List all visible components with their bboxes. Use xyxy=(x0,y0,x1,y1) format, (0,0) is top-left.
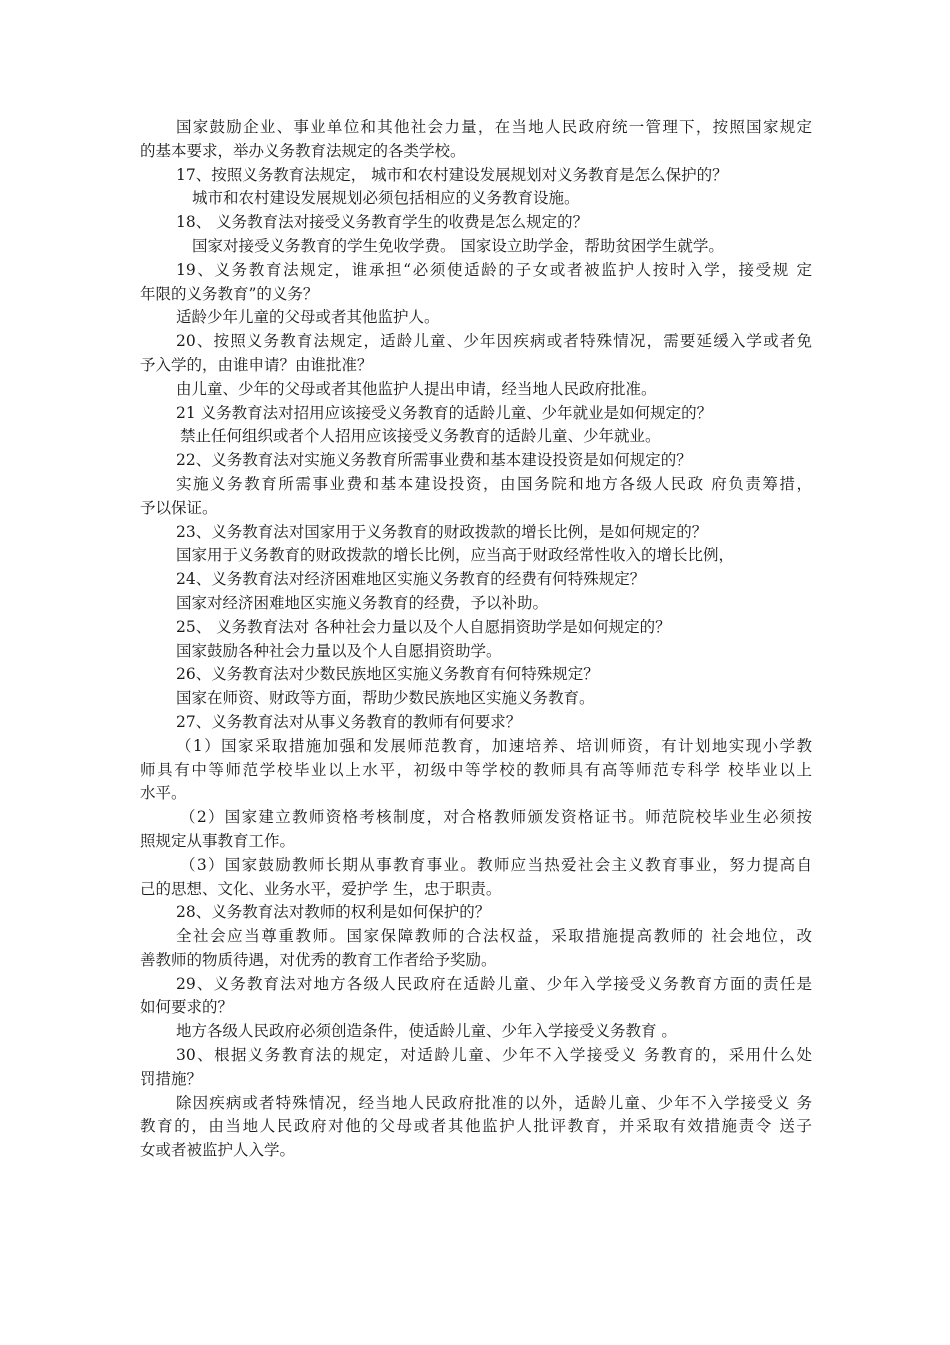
answer-line: 国家用于义务教育的财政拨款的增长比例，应当高于财政经常性收入的增长比例， xyxy=(176,546,735,565)
text-line: 国家鼓励企业、事业单位和其他社会力量，在当地人民政府统一管理下，按照国家规定 xyxy=(176,118,812,136)
answer-line: 国家对接受义务教育的学生免收学费。 国家设立助学金，帮助贫困学生就学。 xyxy=(192,236,724,255)
answer-line: 己的思想、文化、业务水平，爱护学 生，忠于职责。 xyxy=(140,879,502,898)
question-line: 予入学的，由谁申请？由谁批准？ xyxy=(140,355,373,374)
answer-line: 国家对经济困难地区实施义务教育的经费，予以补助。 xyxy=(176,593,549,612)
answer-line: 女或者被监护人入学。 xyxy=(140,1141,296,1160)
question-line: 年限的义务教育”的义务？ xyxy=(140,284,319,303)
answer-line: （1）国家采取措施加强和发展师范教育，加速培养、培训师资，有计划地实现小学教 xyxy=(176,736,812,755)
answer-line: 适龄少年儿童的父母或者其他监护人。 xyxy=(176,308,440,327)
answer-line: 城市和农村建设发展规划必须包括相应的义务教育设施。 xyxy=(192,189,580,208)
text-line: 的基本要求，举办义务教育法规定的各类学校。 xyxy=(140,141,466,160)
answer-line: 师具有中等师范学校毕业以上水平，初级中等学校的教师具有高等师范专科学 校毕业以上 xyxy=(140,760,812,779)
question-line: 24、义务教育法对经济困难地区实施义务教育的经费有何特殊规定？ xyxy=(176,570,646,589)
question-line: 29、义务教育法对地方各级人民政府在适龄儿童、少年入学接受义务教育方面的责任是 xyxy=(176,974,812,993)
question-line: 18、 义务教育法对接受义务教育学生的收费是怎么规定的？ xyxy=(176,213,589,232)
question-line: 21 义务教育法对招用应该接受义务教育的适龄儿童、少年就业是如何规定的？ xyxy=(176,403,713,422)
answer-line: 水平。 xyxy=(140,784,187,803)
question-line: 27、义务教育法对从事义务教育的教师有何要求？ xyxy=(176,712,522,731)
answer-line: 禁止任何组织或者个人招用应该接受义务教育的适龄儿童、少年就业。 xyxy=(180,427,661,446)
document-body xyxy=(140,116,812,1163)
answer-line: 实施义务教育所需事业费和基本建设投资，由国务院和地方各级人民政 府负责筹措， xyxy=(176,474,812,493)
answer-line: 照规定从事教育工作。 xyxy=(140,831,296,850)
question-line: 25、 义务教育法对 各种社会力量以及个人自愿捐资助学是如何规定的？ xyxy=(176,617,671,636)
answer-line: 除因疾病或者特殊情况，经当地人民政府批准的以外，适龄儿童、少年不入学接受义 务 xyxy=(176,1093,812,1112)
answer-line: 全社会应当尊重教师。国家保障教师的合法权益，采取措施提高教师的 社会地位，改 xyxy=(176,927,812,946)
question-line: 30、根据义务教育法的规定，对适龄儿童、少年不入学接受义 务教育的，采用什么处 xyxy=(176,1046,812,1065)
answer-line: （2）国家建立教师资格考核制度，对合格教师颁发资格证书。师范院校毕业生必须按 xyxy=(180,808,812,827)
answer-line: 善教师的物质待遇，对优秀的教育工作者给予奖励。 xyxy=(140,950,497,969)
answer-line: （3）国家鼓励教师长期从事教育事业。教师应当热爱社会主义教育事业，努力提高自 xyxy=(180,855,812,874)
question-line: 17、按照义务教育法规定， 城市和农村建设发展规划对义务教育是怎么保护的？ xyxy=(176,165,728,184)
answer-line: 国家在师资、财政等方面，帮助少数民族地区实施义务教育。 xyxy=(176,689,595,708)
answer-line: 予以保证。 xyxy=(140,498,218,517)
question-line: 20、按照义务教育法规定，适龄儿童、少年因疾病或者特殊情况，需要延缓入学或者免 xyxy=(176,332,812,351)
answer-line: 地方各级人民政府必须创造条件，使适龄儿童、少年入学接受义务教育 。 xyxy=(176,1022,677,1041)
question-line: 22、义务教育法对实施义务教育所需事业费和基本建设投资是如何规定的？ xyxy=(176,451,692,470)
question-line: 28、义务教育法对教师的权利是如何保护的？ xyxy=(176,903,491,922)
answer-line: 由儿童、少年的父母或者其他监护人提出申请，经当地人民政府批准。 xyxy=(176,379,657,398)
question-line: 罚措施？ xyxy=(140,1069,203,1088)
question-line: 19、义务教育法规定，谁承担“必须使适龄的子女或者被监护人按时入学，接受规 定 xyxy=(176,260,812,279)
answer-line: 国家鼓励各种社会力量以及个人自愿捐资助学。 xyxy=(176,641,502,660)
answer-line: 教育的，由当地人民政府对他的父母或者其他监护人批评教育，并采取有效措施责令 送子 xyxy=(140,1117,812,1136)
question-line: 26、义务教育法对少数民族地区实施义务教育有何特殊规定？ xyxy=(176,665,599,684)
question-line: 如何要求的？ xyxy=(140,998,234,1017)
question-line: 23、义务教育法对国家用于义务教育的财政拨款的增长比例，是如何规定的？ xyxy=(176,522,708,541)
